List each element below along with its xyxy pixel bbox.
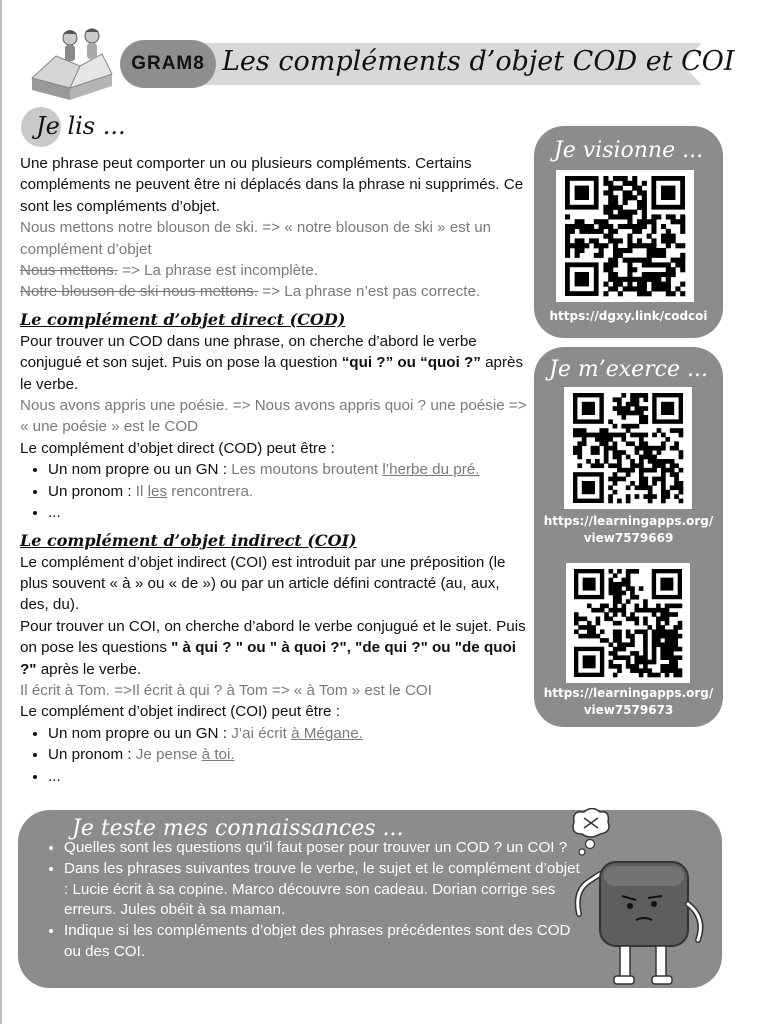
struck-sentence: Notre blouson de ski nous mettons. xyxy=(20,283,259,301)
page-left-border xyxy=(0,0,2,1024)
exercise-panel xyxy=(534,347,723,727)
thinking-robot-mascot xyxy=(570,808,720,988)
page-title: Les compléments d’objet COD et COI xyxy=(222,46,735,77)
video-panel xyxy=(534,126,723,338)
struck-sentence: Nous mettons. xyxy=(20,262,118,280)
quiz-question: • Quelles sont les questions qu’il faut poser pour trouver un COD ? un COI ? xyxy=(64,838,584,859)
cod-questions: “qui ?” ou “quoi ?” xyxy=(341,354,481,372)
children-reading-book-illustration xyxy=(26,26,122,102)
qr-code-exercise-2[interactable] xyxy=(566,563,690,683)
intro-paragraph: Une phrase peut comporter un ou plusieurs compléments. Certains compléments ne peuvent être ni déplacés dans la phrase ni supprimés. Ce sont les compléments d’objet. xyxy=(20,155,524,215)
coi-can-be: Le complément d’objet indirect (COI) peut être : xyxy=(20,703,340,721)
cod-heading: Le complément d’objet direct (COD) xyxy=(20,309,346,329)
lesson-text xyxy=(20,153,530,787)
list-item: • ... xyxy=(48,766,530,787)
example-incorrect xyxy=(20,281,530,302)
coi-explanation: Pour trouver un COI, on cherche d’abord le verbe conjugué et le sujet. Puis on pose les questions " à qui ? " ou " à quoi ?", "de qui ?" ou "de quoi ?" après le verbe. xyxy=(20,617,526,678)
example-comment: => La phrase est incomplète. xyxy=(117,262,319,280)
underlined-example: l’herbe du pré. xyxy=(382,461,480,479)
section-title-je-teste: Je teste mes connaissances ... xyxy=(72,816,404,841)
qr-pattern xyxy=(564,387,692,509)
cod-list xyxy=(20,459,530,523)
cod-can-be: Le complément d’objet direct (COD) peut être : xyxy=(20,439,335,457)
coi-definition: Le complément d’objet indirect (COI) est introduit par une préposition (le plus souvent « à » ou « de ») ou par un article défini contracté (au, aux, des, du). xyxy=(20,553,506,614)
example-incomplete xyxy=(20,260,530,281)
list-item: • ... xyxy=(48,502,530,523)
quiz-question: • Indique si les compléments d’objet des phrases précédentes sont des COD ou des COI. xyxy=(64,921,584,963)
underlined-example: les xyxy=(147,482,168,500)
chapter-badge: GRAM8 xyxy=(120,40,216,88)
exercise-link-2[interactable]: https://learningapps.org/ view7579673 xyxy=(543,686,714,717)
qr-code-exercise-1[interactable] xyxy=(564,387,692,509)
list-item: • Un pronom : Je pense à toi. xyxy=(48,744,530,765)
coi-heading: Le complément d’objet indirect (COI) xyxy=(20,530,357,550)
qr-code-video[interactable] xyxy=(556,170,694,302)
underlined-example: à toi. xyxy=(201,746,235,764)
intro-example: Nous mettons notre blouson de ski. => « notre blouson de ski » est un complément d’objet xyxy=(20,219,492,258)
quiz-questions xyxy=(44,838,584,963)
exercise-link-1[interactable]: https://learningapps.org/ view7579669 xyxy=(543,514,714,545)
list-item: • Un nom propre ou un GN : Les moutons broutent l’herbe du pré. xyxy=(48,459,530,480)
cod-example: Nous avons appris une poésie. => Nous avons appris quoi ? une poésie => « une poésie » est le COD xyxy=(20,397,527,436)
list-item: • Un pronom : Il les rencontrera. xyxy=(48,481,530,502)
qr-pattern xyxy=(566,563,690,683)
underlined-example: à Mégane. xyxy=(291,724,363,742)
coi-example: Il écrit à Tom. =>Il écrit à qui ? à Tom => « à Tom » est le COI xyxy=(20,681,432,699)
coi-list xyxy=(20,723,530,787)
example-comment: => La phrase n’est pas correcte. xyxy=(258,283,481,301)
section-title-je-m-exerce: Je m’exerce ... xyxy=(549,357,708,382)
qr-pattern xyxy=(556,170,694,302)
section-title-je-lis: Je lis ... xyxy=(36,112,126,140)
quiz-question: • Dans les phrases suivantes trouve le verbe, le sujet et le complément d’objet : Lucie écrit à sa copine. Marco découvre son cadeau. Dorian corrige ses erreurs. Jules obéit à sa maman. xyxy=(64,859,584,921)
section-title-je-visionne: Je visionne ... xyxy=(553,138,704,163)
list-item: • Un nom propre ou un GN : J’ai écrit à Mégane. xyxy=(48,723,530,744)
coi-questions: " à qui ? " ou " à quoi ?", "de qui ?" ou "de quoi ?" xyxy=(20,639,516,678)
video-link[interactable]: https://dgxy.link/codcoi xyxy=(549,309,708,323)
cod-explanation: Pour trouver un COD dans une phrase, on cherche d’abord le verbe conjugué et son sujet. Puis on pose la question “qui ?” ou “quoi ?” après le verbe. xyxy=(20,332,524,393)
